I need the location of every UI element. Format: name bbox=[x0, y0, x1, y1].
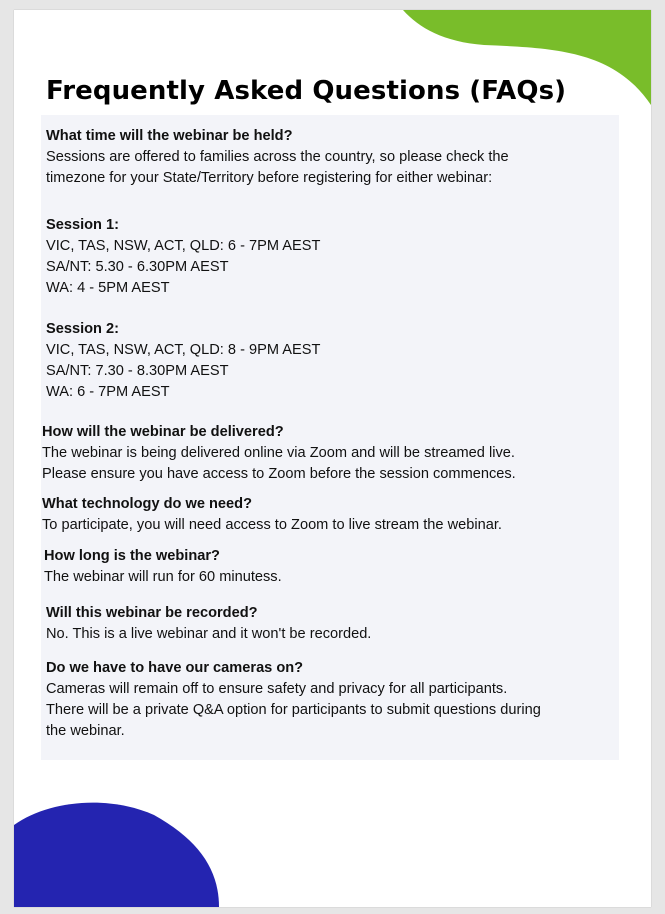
faq-question: What technology do we need? bbox=[42, 496, 252, 512]
faq-question: Will this webinar be recorded? bbox=[46, 605, 258, 621]
faq-answer-line: No. This is a live webinar and it won't be recorded. bbox=[46, 626, 372, 642]
session-2-block bbox=[46, 319, 320, 403]
faq-question: What time will the webinar be held? bbox=[46, 128, 293, 144]
faq-item-recording bbox=[46, 603, 371, 645]
faq-question: Do we have to have our cameras on? bbox=[46, 660, 304, 676]
blue-corner-shape bbox=[14, 803, 219, 907]
faq-item-cameras bbox=[46, 658, 541, 742]
faq-question: How long is the webinar? bbox=[44, 548, 220, 564]
session-time-line: WA: 4 - 5PM AEST bbox=[46, 280, 170, 296]
session-time-line: VIC, TAS, NSW, ACT, QLD: 6 - 7PM AEST bbox=[46, 238, 321, 254]
faq-question: How will the webinar be delivered? bbox=[42, 424, 284, 440]
page-title: Frequently Asked Questions (FAQs) bbox=[46, 76, 567, 106]
faq-panel bbox=[41, 115, 619, 760]
session-time-line: SA/NT: 7.30 - 8.30PM AEST bbox=[46, 363, 229, 379]
faq-answer-line: The webinar is being delivered online via Zoom and will be streamed live. bbox=[42, 445, 515, 461]
session-time-line: SA/NT: 5.30 - 6.30PM AEST bbox=[46, 259, 229, 275]
session-time-line: VIC, TAS, NSW, ACT, QLD: 8 - 9PM AEST bbox=[46, 342, 321, 358]
faq-item-duration bbox=[44, 546, 282, 588]
faq-answer-line: There will be a private Q&A option for participants to submit questions during bbox=[46, 702, 541, 718]
document-page bbox=[14, 10, 651, 907]
faq-answer-line: timezone for your State/Territory before registering for either webinar: bbox=[46, 170, 493, 186]
session-time-line: WA: 6 - 7PM AEST bbox=[46, 384, 170, 400]
faq-item-technology bbox=[42, 494, 502, 536]
faq-item-delivery bbox=[42, 422, 516, 485]
faq-answer-line: To participate, you will need access to Zoom to live stream the webinar. bbox=[42, 517, 502, 533]
faq-answer-line: The webinar will run for 60 minutess. bbox=[44, 569, 282, 585]
session-1-block bbox=[46, 215, 320, 299]
faq-item-time bbox=[46, 126, 509, 189]
session-heading: Session 2: bbox=[46, 321, 119, 337]
faq-answer-line: the webinar. bbox=[46, 723, 125, 739]
faq-answer-line: Please ensure you have access to Zoom before the session commences. bbox=[42, 466, 516, 482]
session-heading: Session 1: bbox=[46, 217, 119, 233]
faq-answer-line: Sessions are offered to families across the country, so please check the bbox=[46, 149, 509, 165]
faq-answer-line: Cameras will remain off to ensure safety and privacy for all participants. bbox=[46, 681, 508, 697]
